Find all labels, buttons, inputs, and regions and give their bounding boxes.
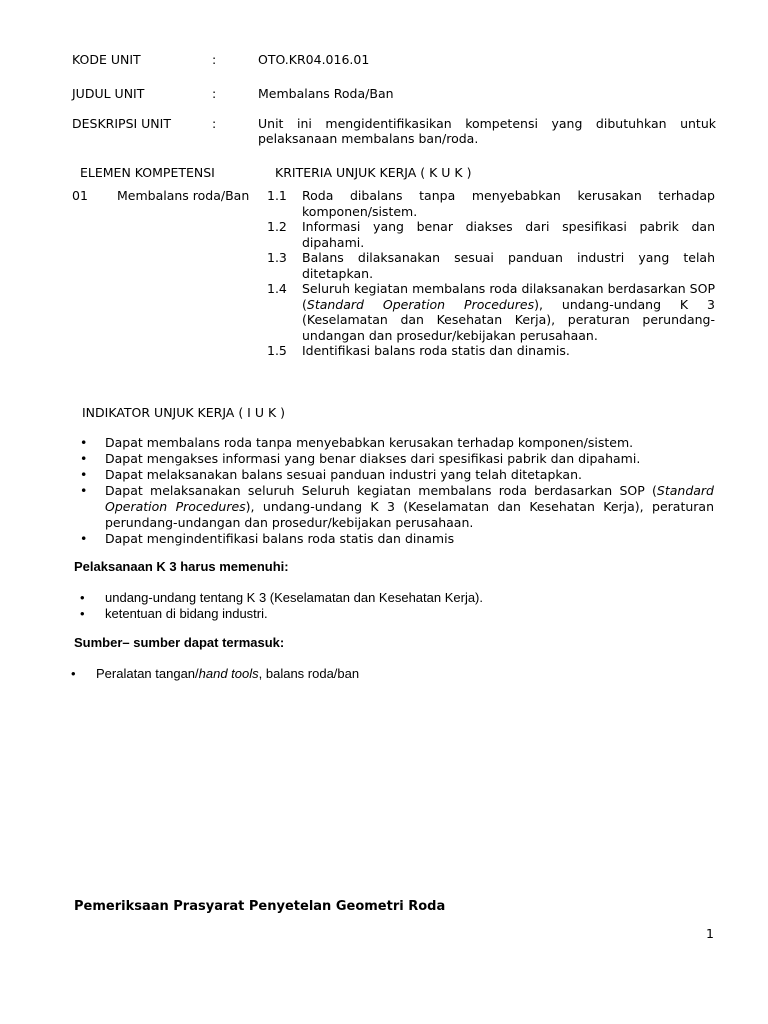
iuk-heading: INDIKATOR UNJUK KERJA ( I U K ) [82,405,285,420]
iuk-text: Dapat membalans roda tanpa menyebabkan kerusakan terhadap komponen/sistem. [105,435,634,450]
iuk-list [80,435,714,547]
sumber-item [71,666,359,682]
kuk-item [267,188,715,219]
kuk-text: Roda dibalans tanpa menyebabkan kerusakan terhadap komponen/sistem. [302,188,715,219]
kuk-item [267,281,715,343]
sumber-list [71,666,359,682]
sumber-item-italic: hand tools [198,666,259,681]
judul-unit-value: Membalans Roda/Ban [258,86,394,101]
deskripsi-unit-colon: : [212,116,217,131]
kuk-text: Seluruh kegiatan membalans roda dilaksanakan berdasarkan SOP ( [302,281,715,312]
sumber-item-text: Peralatan tangan/ [96,666,199,681]
k3-item-text: ketentuan di bidang industri. [105,606,268,621]
iuk-text: Dapat melaksanakan balans sesuai panduan industri yang telah ditetapkan. [105,467,582,482]
kriteria-unjuk-kerja-heading: KRITERIA UNJUK KERJA ( K U K ) [275,165,472,180]
kuk-text-italic: Standard Operation Procedures [306,296,535,312]
kuk-number: 1.1 [267,188,287,203]
kuk-number: 1.5 [267,343,287,358]
kuk-item [267,343,715,359]
footer-title: Pemeriksaan Prasyarat Penyetelan Geometri Roda [74,899,446,914]
kuk-text: Balans dilaksanakan sesuai panduan industri yang telah ditetapkan. [302,250,715,281]
judul-unit-colon: : [212,86,217,101]
bullet-icon: • [80,483,88,498]
k3-item [80,606,483,622]
kuk-item [267,219,715,250]
bullet-icon: • [80,606,85,621]
bullet-icon: • [80,451,88,466]
iuk-text: Dapat mengakses informasi yang benar diakses dari spesifikasi pabrik dan dipahami. [105,451,641,466]
k3-list [80,590,483,622]
page-number: 1 [706,926,714,941]
bullet-icon: • [80,435,88,450]
iuk-item [80,531,714,547]
deskripsi-unit-value: Unit ini mengidentifikasikan kompetensi yang dibutuhkan untuk pelaksanaan membalans ban/roda. [258,116,716,146]
kuk-item [267,250,715,281]
elemen-number: 01 [72,188,88,203]
bullet-icon: • [71,666,76,681]
judul-unit-label: JUDUL UNIT [72,86,145,101]
sumber-item-text: , balans roda/ban [258,666,360,681]
deskripsi-unit-label: DESKRIPSI UNIT [72,116,171,131]
kode-unit-value: OTO.KR04.016.01 [258,52,370,67]
iuk-item [80,483,714,531]
kuk-number: 1.2 [267,219,287,234]
kode-unit-colon: : [212,52,217,67]
iuk-text-italic: Standard Operation Procedures [105,483,714,514]
elemen-kompetensi-heading: ELEMEN KOMPETENSI [80,165,215,180]
kuk-text: Informasi yang benar diakses dari spesifikasi pabrik dan dipahami. [302,219,715,250]
sumber-heading: Sumber– sumber dapat termasuk: [74,635,285,650]
bullet-icon: • [80,590,85,605]
iuk-item [80,451,714,467]
iuk-text: Dapat melaksanakan seluruh Seluruh kegiatan membalans roda berdasarkan SOP ( [105,483,657,498]
kuk-list [267,188,715,359]
k3-item-text: undang-undang tentang K 3 (Keselamatan dan Kesehatan Kerja). [105,590,483,605]
elemen-name: Membalans roda/Ban [117,188,250,203]
bullet-icon: • [80,467,88,482]
kuk-text: Identifikasi balans roda statis dan dinamis. [302,343,570,358]
iuk-text: Dapat mengindentifikasi balans roda statis dan dinamis [105,531,455,546]
k3-item [80,590,483,606]
bullet-icon: • [80,531,88,546]
iuk-text: ), undang-undang K 3 (Keselamatan dan Kesehatan Kerja), peraturan perundang-undangan dan prosedur/kebijakan perusahaan. [105,499,714,530]
iuk-item [80,435,714,451]
kuk-text: ), undang-undang K 3 (Keselamatan dan Kesehatan Kerja), peraturan perundang-undangan dan prosedur/kebijakan perusahaan. [302,296,715,343]
iuk-item [80,467,714,483]
kuk-number: 1.4 [267,281,287,296]
k3-heading: Pelaksanaan K 3 harus memenuhi: [74,559,289,574]
kuk-number: 1.3 [267,250,287,265]
kode-unit-label: KODE UNIT [72,52,141,67]
